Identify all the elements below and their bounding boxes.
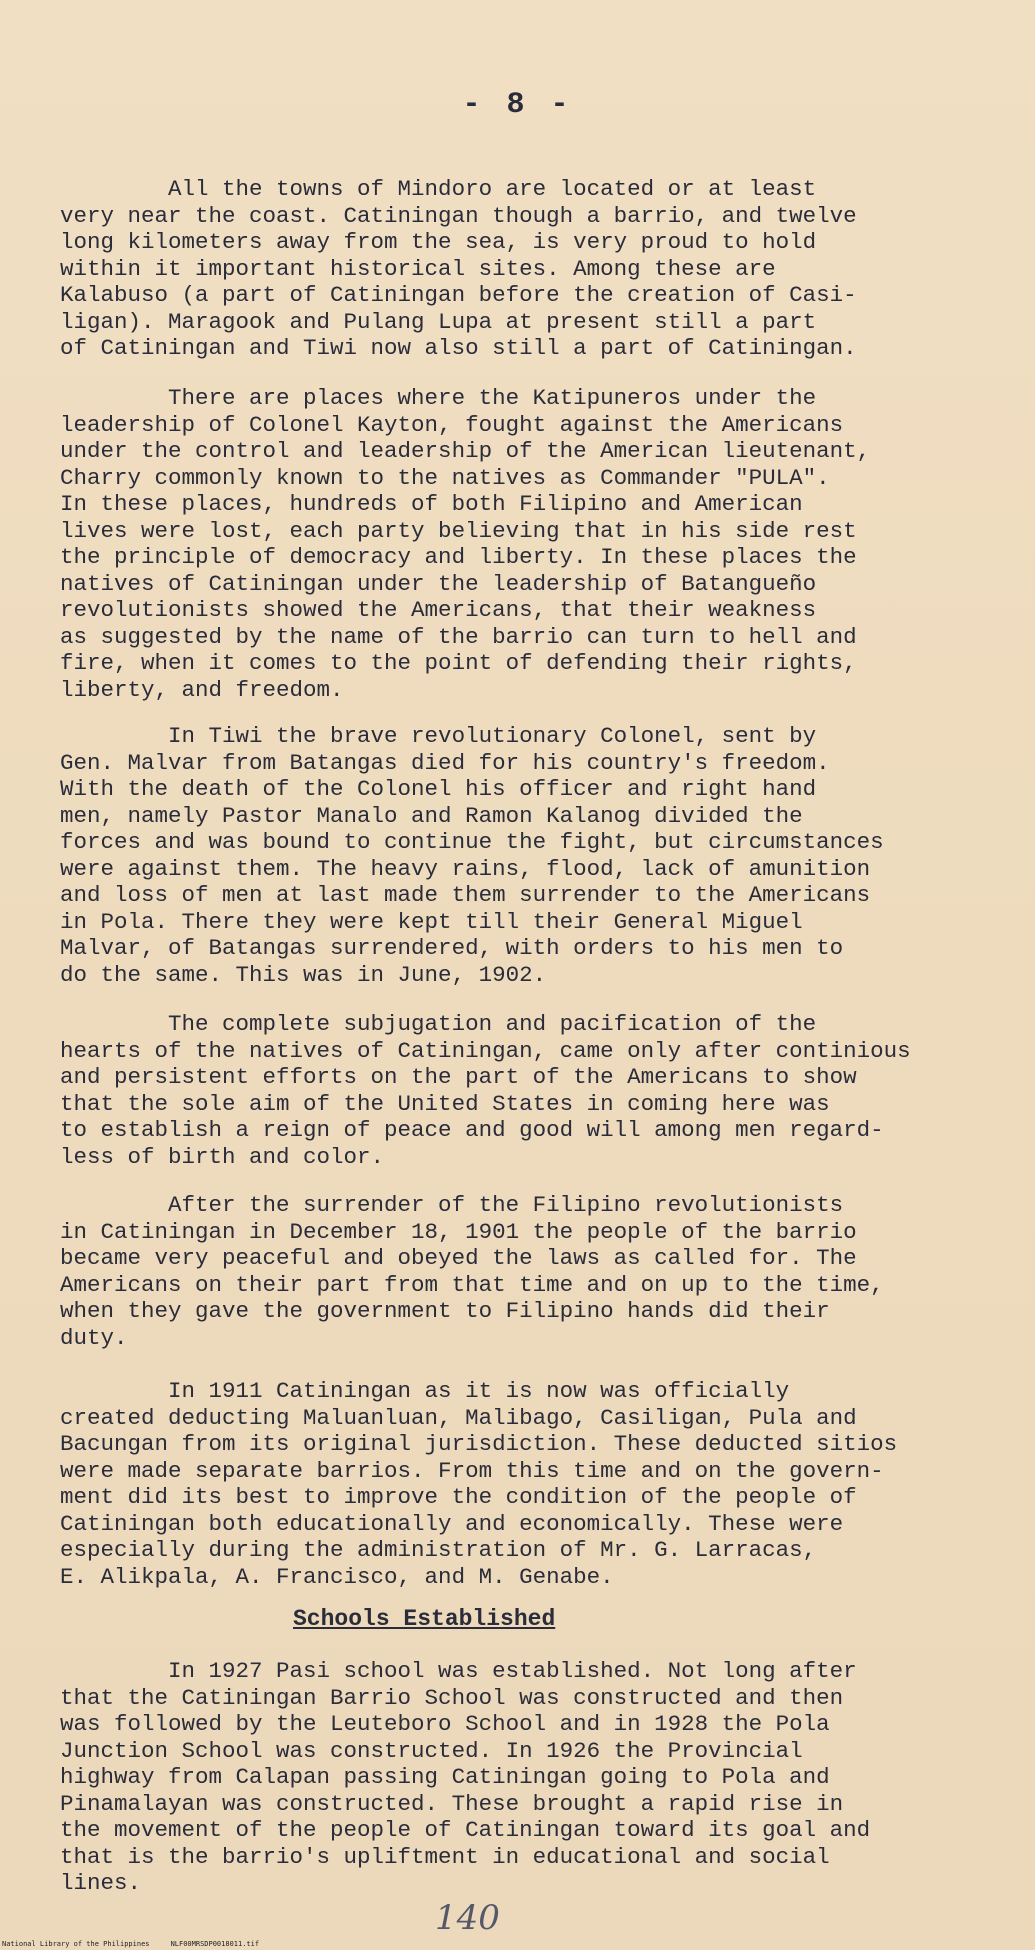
archive-footer: National Library of the Philippines NLF00MRSDP0018011.tif	[2, 1940, 260, 1948]
paragraph-tiwi-colonel: In Tiwi the brave revolutionary Colonel, sent by Gen. Malvar from Batangas died for his country's freedom. With the death of the Colonel his officer and right hand men, namely Pastor Manalo and Ramon Kalanog divided the forces and was bound to continue the fight, but circumstances were against them. The heavy rains, flood, lack of amunition and loss of men at last made them surrender to the Americans in Pola. There they were kept till their General Miguel Malvar, of Batangas surrendered, with orders to his men to do the same. This was in June, 1902.	[60, 723, 884, 988]
section-heading-schools: Schools Established	[293, 1606, 556, 1632]
page-number: - 8 -	[462, 88, 573, 122]
paragraph-subjugation: The complete subjugation and pacification of the hearts of the natives of Catiningan, came only after continious and persistent efforts on the part of the Americans to show that the sole aim of the United States in coming here was to establish a reign of peace and good will among men regard- less of birth and color.	[60, 1011, 911, 1170]
paragraph-towns-of-mindoro: All the towns of Mindoro are located or at least very near the coast. Catiningan though a barrio, and twelve long kilometers away from the sea, is very proud to hold within it important historical sites. Among these are Kalabuso (a part of Catiningan before the creation of Casi- ligan). Maragook and Pulang Lupa at present still a part of Catiningan and Tiwi now also still a part of Catiningan.	[60, 176, 857, 361]
paragraph-katipuneros: There are places where the Katipuneros under the leadership of Colonel Kayton, fought against the Americans under the control and leadership of the American lieutenant, Charry commonly known to the natives as Commander "PULA". In these places, hundreds of both Filipino and American lives were lost, each party believing that in his side rest the principle of democracy and liberty. In these places the natives of Catiningan under the leadership of Batangueño revolutionists showed the Americans, that their weakness as suggested by the name of the barrio can turn to hell and fire, when it comes to the point of defending their rights, liberty, and freedom.	[60, 385, 871, 703]
paragraph-1911-creation: In 1911 Catiningan as it is now was officially created deducting Maluanluan, Malibago, Casiligan, Pula and Bacungan from its original jurisdiction. These deducted sitios were made separate barrios. From this time and on the govern- ment did its best to improve the condition of the people of Catiningan both educationally and economically. These were especially during the administration of Mr. G. Larracas, E. Alikpala, A. Francisco, and M. Genabe.	[60, 1378, 898, 1590]
paragraph-surrender: After the surrender of the Filipino revolutionists in Catiningan in December 18, 1901 the people of the barrio became very peaceful and obeyed the laws as called for. The Americans on their part from that time and on up to the time, when they gave the government to Filipino hands did their duty.	[60, 1192, 884, 1351]
handwritten-page-mark: 140	[435, 1898, 500, 1938]
paragraph-schools: In 1927 Pasi school was established. Not long after that the Catiningan Barrio School was constructed and then was followed by the Leuteboro School and in 1928 the Pola Junction School was constructed. In 1926 the Provincial highway from Calapan passing Catiningan going to Pola and Pinamalayan was constructed. These brought a rapid rise in the movement of the people of Catiningan toward its goal and that is the barrio's upliftment in educational and social lines.	[60, 1658, 871, 1896]
